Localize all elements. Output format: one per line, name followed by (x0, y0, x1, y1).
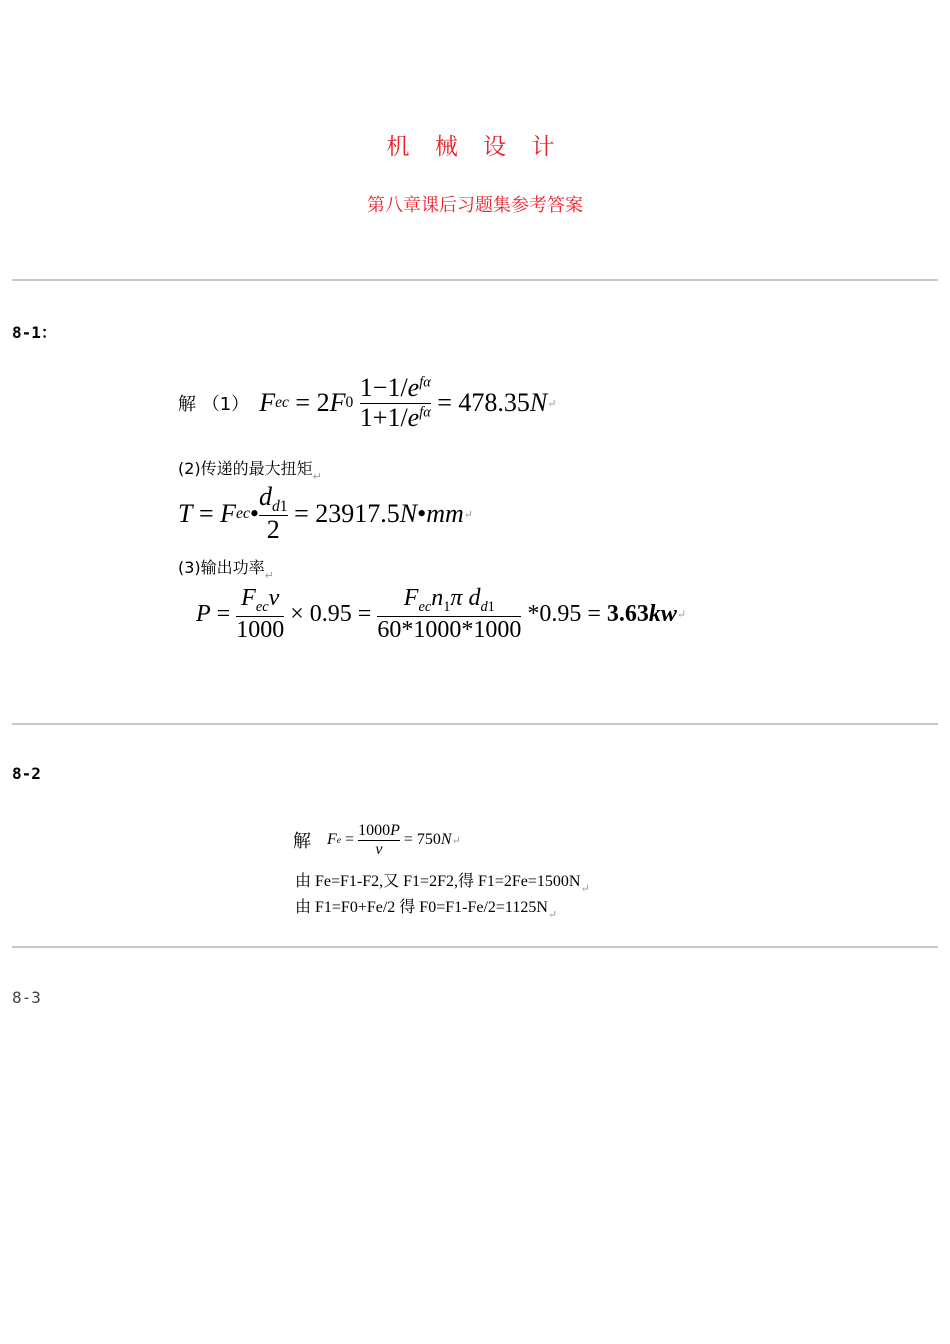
problem-8-1-label: 8-1： (12, 323, 57, 342)
equation-effective-force: 解 F e = $\frac{1000P}{v}$ = 750 N ↵ (293, 821, 461, 858)
fraction: $\frac{F_{ec}v}{1000}$ (236, 584, 285, 643)
paragraph-mark-icon: ↵ (547, 909, 558, 921)
problem-8-2-label: 8-2 (12, 764, 41, 783)
paragraph-mark-icon: ↵ (312, 470, 322, 483)
derivation-line-2: 由 F1=F0+Fe/2 得 $F0=F1-Fe/2=1125N_↵$ (295, 899, 558, 921)
section-divider (12, 946, 938, 948)
fraction: $\frac{d_{d1}}{2}$ (258, 482, 288, 545)
equation-output-power: P = $\frac{F_{ec}v}{1000}$ × 0.95 = $\frac{F_{ec}n_1\pi d_{d1}}{60*1000*1000}$ * 0.95 = 3.63 kw ↵ (196, 584, 687, 643)
document-subtitle: 第八章课后习题集参考答案 (367, 195, 583, 216)
fraction: $\frac{1-1/e^{f\alpha}}{1+1/e^{f\alpha}}$ (359, 372, 431, 432)
section-divider (12, 723, 938, 725)
fraction: $\frac{F_{ec}n_1\pi d_{d1}}{60*1000*1000}$ (377, 584, 522, 643)
derivation-line-1: 由 Fe=F1-F2,又 F1=2F2,得 $F1=2Fe=1500N_↵$ (295, 873, 590, 895)
eq3-result: 3.63 (606, 600, 649, 627)
equation-max-torque: T = F ec • $\frac{d_{d1}}{2}$ = 23917.5 N • mm ↵ (178, 482, 473, 545)
document-title: 机 械 设 计 (386, 134, 564, 160)
paragraph-mark-icon: ↵ (580, 883, 590, 895)
eq2-result: 23917.5 (315, 499, 400, 528)
paragraph-mark-icon: ↵ (264, 569, 274, 582)
eq1-result: 478.35 (458, 388, 530, 417)
paragraph-mark-icon: ↵ (463, 508, 473, 521)
part3-heading: (3)输出功率$_↵$ (178, 558, 274, 582)
fraction: $\frac{1000P}{v}$ (358, 821, 400, 858)
problem-8-3-label: 8-3 (12, 988, 41, 1007)
equation-effective-tension: 解 （1） F ec = 2 F 0 $\frac{1-1/e^{f\alpha}}{1+1/e^{f\alpha}}$ = 478.35 N ↵ (178, 372, 557, 432)
paragraph-mark-icon: ↵ (547, 397, 557, 410)
paragraph-mark-icon: ↵ (676, 608, 687, 621)
section-divider (12, 279, 938, 281)
paragraph-mark-icon: ↵ (451, 834, 461, 847)
part2-heading: (2)传递的最大扭矩$_↵$ (178, 459, 322, 483)
